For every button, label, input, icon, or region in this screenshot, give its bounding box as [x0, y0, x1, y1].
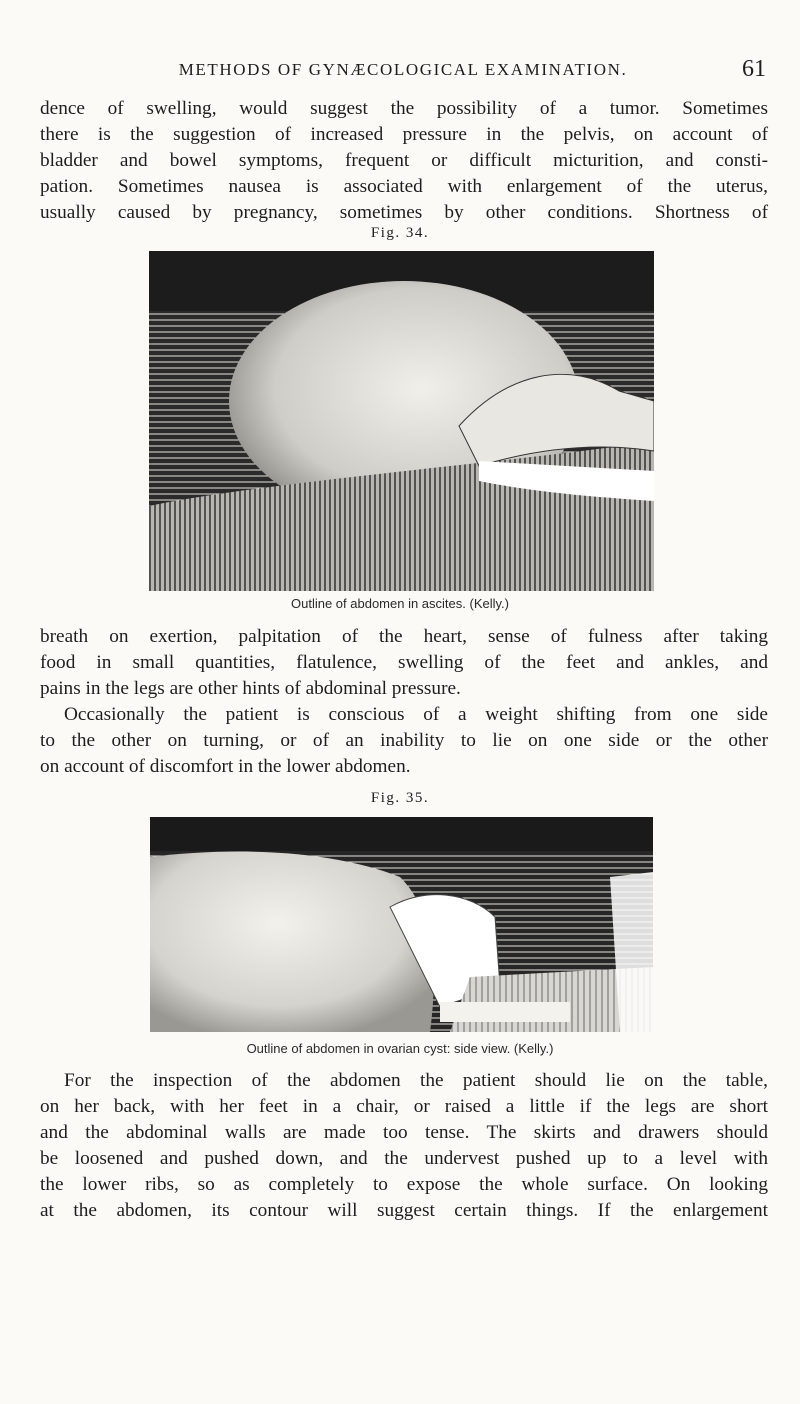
paragraph-2	[40, 624, 768, 702]
paragraph-line: breath on exertion, palpitation of the heart, sense of fulness after taking	[40, 626, 768, 647]
paragraph-line: be loosened and pushed down, and the undervest pushed up to a level with	[40, 1148, 768, 1169]
paragraph-1	[40, 96, 768, 226]
paragraph-line: food in small quantities, flatulence, swelling of the feet and ankles, and	[40, 652, 768, 673]
figure-34-illustration	[149, 251, 654, 591]
paragraph-line: there is the suggestion of increased pressure in the pelvis, on account of	[40, 124, 768, 145]
paragraph-line: the lower ribs, so as completely to expose the whole surface. On looking	[40, 1174, 768, 1195]
page-number: 61	[742, 56, 766, 82]
paragraph-line: bladder and bowel symptoms, frequent or difficult micturition, and consti-	[40, 150, 768, 171]
paragraph-3	[40, 702, 768, 780]
running-head	[40, 56, 766, 86]
paragraph-line: to the other on turning, or of an inability to lie on one side or the other	[40, 730, 768, 751]
figure-34-label: Fig. 34.	[370, 225, 430, 241]
figure-35-illustration	[150, 817, 653, 1032]
paragraph-line: at the abdomen, its contour will suggest certain things. If the enlargement	[40, 1200, 768, 1221]
paragraph-line: pains in the legs are other hints of abdominal pressure.	[40, 678, 461, 699]
paragraph-line: dence of swelling, would suggest the possibility of a tumor. Sometimes	[40, 98, 768, 119]
paragraph-line: usually caused by pregnancy, sometimes by other conditions. Shortness of	[40, 202, 768, 223]
paragraph-4	[40, 1068, 768, 1224]
figure-35-caption: Outline of abdomen in ovarian cyst: side view. (Kelly.)	[246, 1041, 554, 1056]
paragraph-line: For the inspection of the abdomen the patient should lie on the table,	[64, 1070, 768, 1091]
paragraph-line: on her back, with her feet in a chair, or raised a little if the legs are short	[40, 1096, 768, 1117]
figure-35-image	[150, 817, 653, 1032]
paragraph-line: on account of discomfort in the lower abdomen.	[40, 756, 411, 777]
figure-34-caption: Outline of abdomen in ascites. (Kelly.)	[291, 596, 509, 611]
paragraph-line: and the abdominal walls are made too tense. The skirts and drawers should	[40, 1122, 768, 1143]
paragraph-line: Occasionally the patient is conscious of a weight shifting from one side	[64, 704, 768, 725]
figure-35-label: Fig. 35.	[370, 790, 430, 806]
figure-34-image	[149, 251, 654, 591]
paragraph-line: pation. Sometimes nausea is associated with enlargement of the uterus,	[40, 176, 768, 197]
running-title: METHODS OF GYNÆCOLOGICAL EXAMINATION.	[178, 60, 628, 79]
